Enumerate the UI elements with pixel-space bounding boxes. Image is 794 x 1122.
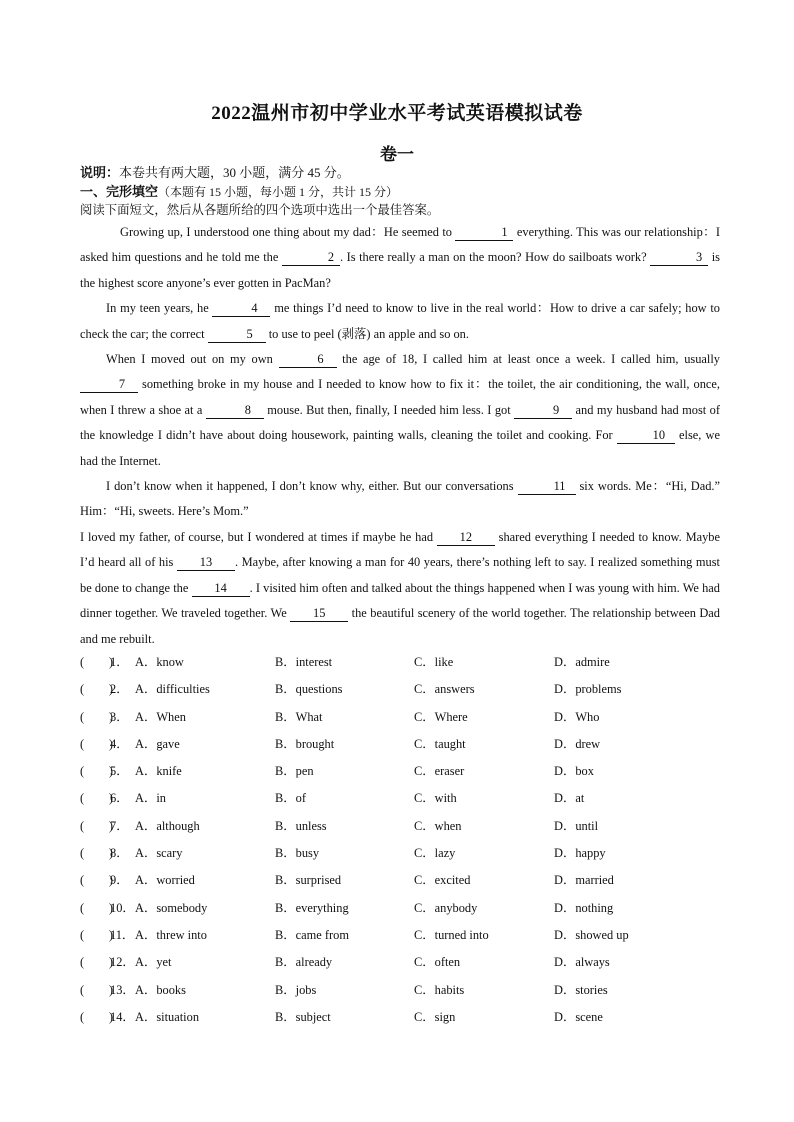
passage-text: I loved my father, of course, but I wondered at times if maybe he had (80, 529, 437, 544)
option-b: B．already (275, 955, 333, 970)
option-b: B．of (275, 791, 306, 806)
blank-7: 7 (80, 377, 138, 393)
section-note: （本题有 15 小题，每小题 1 分，共计 15 分） (158, 185, 399, 199)
question-number: 2． (110, 682, 129, 697)
option-a: A．knife (135, 764, 182, 779)
option-b: B．interest (275, 655, 333, 669)
question-row (80, 840, 730, 867)
blank-4: 4 (212, 301, 270, 317)
question-number: 12． (110, 955, 135, 970)
option-d: D．until (554, 818, 599, 833)
section-direction: 阅读下面短文，然后从各题所给的四个选项中选出一个最佳答案。 (80, 203, 440, 217)
blank-15: 15 (290, 606, 348, 622)
passage-text: everything. This was our relationship：I asked him questions and he told me the (80, 225, 721, 265)
option-c: C．excited (414, 873, 471, 888)
option-d: D．happy (554, 846, 606, 861)
question-number: 1． (110, 655, 129, 669)
option-d: D．showed up (554, 927, 629, 942)
question-number: 13． (110, 982, 135, 997)
passage-text: Growing up, I understood one thing about my dad：He seemed to (120, 225, 456, 239)
option-a: A．books (135, 982, 186, 997)
option-d: D．nothing (554, 900, 614, 915)
passage-text: shared everything I needed to know. Maybe I’d heard all of his (80, 529, 721, 570)
option-c: C．habits (414, 982, 465, 997)
passage-text: I don’t know when it happened, I don’t know why, either. But our conversations (106, 479, 518, 494)
option-b: B．questions (275, 682, 343, 697)
option-a: A．gave (135, 736, 180, 751)
question-number: 14． (110, 1009, 135, 1024)
passage-text: is the highest score anyone’s ever gotten in PacMan? (80, 250, 720, 290)
page-subtitle: 卷一 (380, 145, 414, 164)
option-d: D．stories (554, 982, 608, 997)
question-row (80, 731, 730, 758)
option-d: D．always (554, 955, 610, 970)
blank-11: 11 (518, 479, 576, 495)
option-d: D．Who (554, 709, 600, 724)
question-options-list (80, 649, 730, 1031)
option-c: C．like (414, 655, 454, 669)
question-row (80, 949, 730, 976)
answer-bracket: ( ) (80, 846, 114, 861)
question-row (80, 1004, 730, 1031)
passage-text: mouse. But then, finally, I needed him less. I got (263, 402, 515, 417)
section-heading (80, 184, 720, 200)
option-c: C．anybody (414, 900, 478, 915)
answer-bracket: ( ) (80, 1009, 114, 1024)
answer-bracket: ( ) (80, 818, 114, 833)
option-c: C．answers (414, 682, 475, 697)
answer-bracket: ( ) (80, 955, 114, 970)
option-c: C．eraser (414, 764, 465, 779)
blank-2: 2 (282, 250, 340, 266)
answer-bracket: ( ) (80, 927, 114, 942)
option-b: B．surprised (275, 873, 342, 888)
question-number: 8． (110, 846, 129, 861)
passage-text: six words. Me：“Hi, Dad.” Him：“Hi, sweets. Here’s Mom.” (80, 479, 720, 519)
option-a: A．in (135, 791, 166, 806)
option-b: B．came from (275, 927, 349, 942)
question-row (80, 922, 730, 949)
option-c: C．sign (414, 1009, 456, 1024)
page-title: 2022温州市初中学业水平考试英语模拟试卷 (211, 103, 583, 124)
blank-8: 8 (206, 403, 264, 419)
question-row (80, 977, 730, 1004)
passage-text: me things I’d need to know to live in the real world：How to drive a car safely; how to check the car; the correct (80, 301, 720, 341)
option-c: C．taught (414, 736, 466, 751)
question-number: 4． (110, 736, 129, 751)
option-c: C．when (414, 818, 462, 833)
answer-bracket: ( ) (80, 900, 114, 915)
question-number: 9． (110, 873, 129, 888)
question-row (80, 758, 730, 785)
option-d: D．at (554, 791, 585, 806)
passage-text: the age of 18, I called him at least once a week. I called him, usually (336, 352, 720, 367)
question-number: 3． (110, 709, 129, 724)
passage-text: . Is there really a man on the moon? How do sailboats work? (339, 250, 651, 265)
option-c: C．with (414, 791, 457, 806)
answer-bracket: ( ) (80, 682, 114, 697)
blank-14: 14 (192, 581, 250, 597)
option-a: A．difficulties (135, 682, 210, 697)
passage-text: the beautiful scenery of the world together. The relationship between Dad and me rebuilt. (80, 606, 720, 646)
question-number: 7． (110, 818, 129, 833)
question-row (80, 785, 730, 812)
passage-paragraph-5 (80, 525, 720, 652)
option-d: D．drew (554, 736, 601, 751)
instructions-label: 说明： (80, 165, 120, 180)
question-row (80, 813, 730, 840)
passage-text: and my husband had most of the knowledge I didn’t have about doing housework, painting walls, cleaning the toilet and cooking. For (80, 402, 720, 443)
answer-bracket: ( ) (80, 709, 114, 724)
option-b: B．jobs (275, 982, 317, 997)
blank-5: 5 (208, 327, 266, 343)
question-number: 5． (110, 764, 129, 779)
question-row (80, 867, 730, 894)
passage-text: In my teen years, he (106, 301, 213, 316)
passage-text: When I moved out on my own (106, 352, 279, 367)
answer-bracket: ( ) (80, 873, 114, 888)
answer-bracket: ( ) (80, 791, 114, 806)
question-row (80, 676, 730, 703)
option-a: A．scary (135, 846, 183, 861)
option-d: D．admire (554, 655, 610, 669)
option-a: A．threw into (135, 927, 207, 942)
blank-3: 3 (650, 250, 708, 266)
option-b: B．What (275, 709, 323, 724)
blank-10: 10 (617, 428, 675, 444)
option-a: A．worried (135, 873, 195, 888)
blank-6: 6 (279, 352, 337, 368)
option-b: B．everything (275, 900, 349, 915)
passage-text: . Maybe, after knowing a man for 40 years, there’s nothing left to say. I realized something must be done to change the (80, 555, 720, 595)
question-row (80, 895, 730, 922)
section-title: 一、完形填空 (80, 184, 159, 199)
answer-bracket: ( ) (80, 982, 114, 997)
passage-paragraph-3 (80, 347, 720, 474)
option-c: C．often (414, 955, 461, 970)
blank-9: 9 (514, 403, 572, 419)
question-number: 10． (110, 900, 135, 915)
passage-paragraph-1 (80, 220, 720, 296)
blank-1: 1 (455, 225, 513, 241)
option-a: A．somebody (135, 900, 208, 915)
option-a: A．know (135, 655, 184, 669)
question-number: 11． (110, 927, 135, 942)
option-b: B．pen (275, 764, 314, 779)
answer-bracket: ( ) (80, 736, 114, 751)
option-d: D．problems (554, 682, 622, 697)
option-a: A．yet (135, 955, 172, 970)
answer-bracket: ( ) (80, 655, 114, 669)
option-b: B．brought (275, 736, 335, 751)
answer-bracket: ( ) (80, 764, 114, 779)
passage-text: else, we had the Internet. (80, 428, 720, 468)
option-a: A．When (135, 709, 186, 724)
passage-paragraph-4 (80, 474, 720, 525)
cloze-passage (80, 220, 720, 652)
option-b: B．unless (275, 818, 327, 833)
option-c: C．Where (414, 709, 468, 724)
passage-text: something broke in my house and I needed to know how to fix it：the toilet, the air conditioning, the wall, once, when I threw a shoe at a (80, 377, 720, 417)
question-number: 6． (110, 791, 129, 806)
instructions-line (80, 165, 720, 181)
option-d: D．box (554, 764, 594, 779)
question-row (80, 649, 730, 676)
blank-13: 13 (177, 555, 235, 571)
instructions-text: 本卷共有两大题，30 小题，满分 45 分。 (119, 165, 350, 180)
option-b: B．busy (275, 846, 320, 861)
option-a: A．situation (135, 1009, 200, 1024)
option-c: C．lazy (414, 846, 456, 861)
option-c: C．turned into (414, 927, 489, 942)
passage-text: . I visited him often and talked about the things happened when I was young with him. We had dinner together. We traveled together. We (80, 580, 720, 621)
option-a: A．although (135, 818, 200, 833)
option-d: D．married (554, 873, 614, 888)
blank-12: 12 (437, 530, 495, 546)
passage-paragraph-2 (80, 296, 720, 347)
passage-text: to use to peel (剥落) an apple and so on. (265, 326, 469, 341)
option-d: D．scene (554, 1009, 603, 1024)
option-b: B．subject (275, 1009, 331, 1024)
question-row (80, 704, 730, 731)
